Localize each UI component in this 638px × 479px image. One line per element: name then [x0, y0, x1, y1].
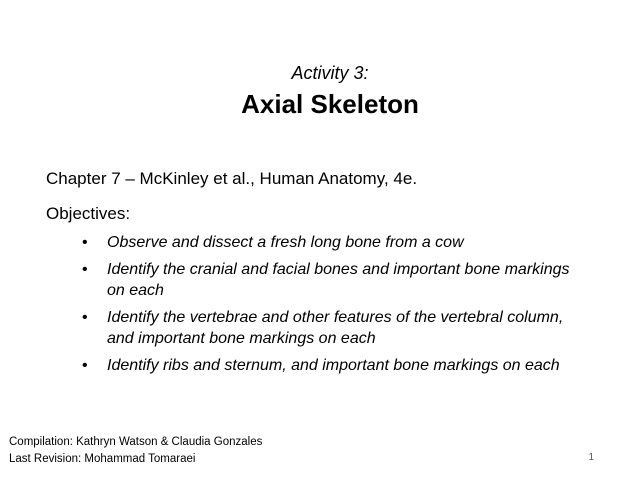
- objective-text: Identify the vertebrae and other features of the vertebral column, and important bone markings on each: [107, 309, 564, 347]
- chapter-reference: Chapter 7 – McKinley et al., Human Anatomy, 4e.: [46, 169, 418, 188]
- slide-title: Axial Skeleton: [241, 89, 419, 119]
- objective-item: [78, 232, 578, 253]
- objectives-list: [78, 232, 578, 382]
- objective-item: [78, 259, 578, 301]
- bullet-icon: •: [82, 357, 88, 374]
- bullet-icon: •: [82, 234, 88, 251]
- objective-text: Identify ribs and sternum, and important bone markings on each: [107, 357, 560, 374]
- bullet-icon: •: [82, 309, 88, 326]
- objective-text: Observe and dissect a fresh long bone from a cow: [107, 234, 464, 251]
- objective-item: [78, 307, 578, 349]
- revision-credit: Last Revision: Mohammad Tomaraei: [9, 453, 196, 465]
- page-number: 1: [588, 452, 594, 463]
- objective-item: [78, 355, 578, 376]
- footer-credits: [9, 434, 262, 468]
- bullet-icon: •: [82, 261, 88, 278]
- objective-text: Identify the cranial and facial bones and important bone markings on each: [107, 261, 570, 299]
- objectives-heading: Objectives:: [46, 204, 131, 223]
- slide-subtitle: Activity 3:: [291, 63, 369, 83]
- compilation-credit: Compilation: Kathryn Watson & Claudia Gonzales: [9, 436, 263, 448]
